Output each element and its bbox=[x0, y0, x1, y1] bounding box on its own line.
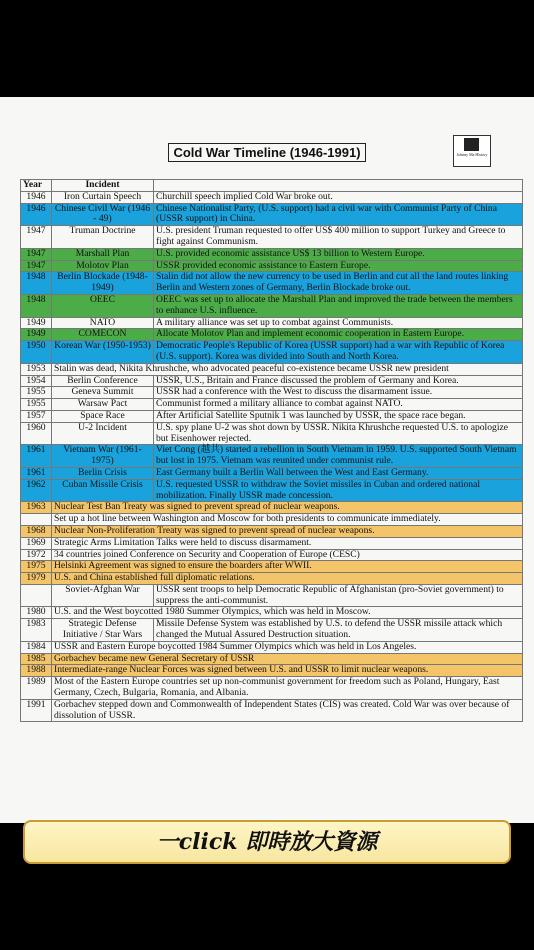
row-description: Nuclear Non-Proliferation Treaty was signed to prevent spread of nuclear weapons. bbox=[52, 525, 523, 537]
row-year: 1988 bbox=[21, 665, 52, 677]
row-description: U.S. spy plane U-2 was shot down by USSR. Nikita Khrushche requested U.S. to apologize but Eisenhower rejected. bbox=[154, 422, 523, 445]
table-row bbox=[21, 467, 523, 479]
row-incident: Cuban Missile Crisis bbox=[52, 479, 154, 502]
row-description: Gorbachev stepped down and Commonwealth of Independent States (CIS) was created. Cold War was over because of dissolution of USSR. bbox=[52, 699, 523, 722]
row-incident: Soviet-Afghan War bbox=[52, 584, 154, 607]
row-year: 1979 bbox=[21, 573, 52, 585]
row-incident: OEEC bbox=[52, 294, 154, 317]
table-row bbox=[21, 584, 523, 607]
table-row bbox=[21, 549, 523, 561]
row-incident: Berlin Conference bbox=[52, 375, 154, 387]
row-year: 1948 bbox=[21, 272, 52, 295]
top-black-bar bbox=[0, 0, 534, 97]
table-row bbox=[21, 445, 523, 468]
row-year: 1948 bbox=[21, 294, 52, 317]
logo-mark-icon bbox=[464, 138, 479, 151]
row-description: Most of the Eastern Europe countries set up non-communist government for freedom such as Poland, Hungary, East Germany, Czech, Bulgaria, Romania, and Albania. bbox=[52, 677, 523, 700]
table-row bbox=[21, 607, 523, 619]
row-incident: Warsaw Pact bbox=[52, 399, 154, 411]
row-incident: Iron Curtain Speech bbox=[52, 191, 154, 203]
row-year: 1961 bbox=[21, 467, 52, 479]
row-description: Missile Defense System was established by U.S. to defend the USSR missile attack which changed the Mutual Assured Destruction situation. bbox=[154, 619, 523, 642]
row-incident: NATO bbox=[52, 317, 154, 329]
row-description: After Artificial Satellite Sputnik 1 was launched by USSR, the space race began. bbox=[154, 410, 523, 422]
table-row bbox=[21, 561, 523, 573]
row-description: Nuclear Test Ban Treaty was signed to prevent spread of nuclear weapons. bbox=[52, 502, 523, 514]
row-description: U.S. requested USSR to withdraw the Soviet missiles in Cuban and ordered national mobilization. Finally USSR made concession. bbox=[154, 479, 523, 502]
row-year: 1946 bbox=[21, 203, 52, 226]
row-description: Stalin was dead, Nikita Khrushche, who advocated peaceful co-existence became USSR new president bbox=[52, 363, 523, 375]
row-incident: COMECON bbox=[52, 329, 154, 341]
row-description: U.S. and China established full diplomatic relations. bbox=[52, 573, 523, 585]
timeline-document bbox=[0, 97, 534, 823]
row-year: 1953 bbox=[21, 363, 52, 375]
table-row bbox=[21, 502, 523, 514]
row-incident: Chinese Civil War (1946 - 49) bbox=[52, 203, 154, 226]
row-incident: Truman Doctrine bbox=[52, 226, 154, 249]
row-description: Gorbachev became new General Secretary of USSR bbox=[52, 653, 523, 665]
row-year: 1980 bbox=[21, 607, 52, 619]
row-description: OEEC was set up to allocate the Marshall Plan and improved the trade between the members to enhance U.S. influence. bbox=[154, 294, 523, 317]
row-incident: Molotov Plan bbox=[52, 260, 154, 272]
table-row bbox=[21, 619, 523, 642]
table-row bbox=[21, 387, 523, 399]
row-year: 1947 bbox=[21, 260, 52, 272]
table-row bbox=[21, 248, 523, 260]
row-description: Democratic People's Republic of Korea (USSR support) had a war with Republic of Korea (U.S. support). Korea was divided into South and North Korea. bbox=[154, 341, 523, 364]
row-year: 1985 bbox=[21, 653, 52, 665]
row-year: 1991 bbox=[21, 699, 52, 722]
table-row bbox=[21, 699, 523, 722]
table-row bbox=[21, 525, 523, 537]
row-incident: Marshall Plan bbox=[52, 248, 154, 260]
table-row bbox=[21, 665, 523, 677]
table-row bbox=[21, 677, 523, 700]
table-row bbox=[21, 537, 523, 549]
table-row bbox=[21, 191, 523, 203]
row-year: 1989 bbox=[21, 677, 52, 700]
row-year: 1960 bbox=[21, 422, 52, 445]
table-row bbox=[21, 375, 523, 387]
table-row bbox=[21, 399, 523, 411]
row-year: 1957 bbox=[21, 410, 52, 422]
row-description: Set up a hot line between Washington and Moscow for both presidents to communicate immediately. bbox=[52, 514, 523, 526]
row-description: U.S. president Truman requested to offer US$ 400 million to support Turkey and Greece to fight against Communism. bbox=[154, 226, 523, 249]
table-row bbox=[21, 514, 523, 526]
row-incident: Vietnam War (1961-1975) bbox=[52, 445, 154, 468]
table-row bbox=[21, 272, 523, 295]
row-year: 1947 bbox=[21, 248, 52, 260]
row-year: 1968 bbox=[21, 525, 52, 537]
table-row bbox=[21, 294, 523, 317]
header-incident: Incident bbox=[52, 180, 154, 192]
row-description: USSR sent troops to help Democratic Republic of Afghanistan (pro-Soviet government) to suppress the anti-communist. bbox=[154, 584, 523, 607]
row-year bbox=[21, 514, 52, 526]
row-incident: U-2 Incident bbox=[52, 422, 154, 445]
row-year: 1947 bbox=[21, 226, 52, 249]
publisher-logo bbox=[453, 135, 491, 167]
row-year: 1984 bbox=[21, 641, 52, 653]
document-title: Cold War Timeline (1946-1991) bbox=[0, 145, 534, 160]
row-description: A military alliance was set up to combat against Communists. bbox=[154, 317, 523, 329]
enlarge-resource-label: 一click 即時放大資源 bbox=[156, 829, 378, 855]
row-incident: Korean War (1950-1953) bbox=[52, 341, 154, 364]
row-year: 1955 bbox=[21, 399, 52, 411]
row-description: USSR provided economic assistance to Eastern Europe. bbox=[154, 260, 523, 272]
row-incident: Berlin Crisis bbox=[52, 467, 154, 479]
row-year: 1983 bbox=[21, 619, 52, 642]
row-description: Strategic Arms Limitation Talks were held to discuss disarmament. bbox=[52, 537, 523, 549]
row-description: U.S. provided economic assistance US$ 13 billion to Western Europe. bbox=[154, 248, 523, 260]
table-row bbox=[21, 226, 523, 249]
table-row bbox=[21, 203, 523, 226]
row-year: 1962 bbox=[21, 479, 52, 502]
row-description: Churchill speech implied Cold War broke out. bbox=[154, 191, 523, 203]
table-row bbox=[21, 422, 523, 445]
enlarge-resource-button[interactable] bbox=[23, 820, 511, 864]
row-description: USSR and Eastern Europe boycotted 1984 Summer Olympics which was held in Los Angeles. bbox=[52, 641, 523, 653]
header-year: Year bbox=[21, 180, 52, 192]
row-year: 1972 bbox=[21, 549, 52, 561]
row-incident: Berlin Blockade (1948-1949) bbox=[52, 272, 154, 295]
row-description: Helsinki Agreement was signed to ensure the boarders after WWII. bbox=[52, 561, 523, 573]
table-row bbox=[21, 317, 523, 329]
logo-text: Johnny Ma History bbox=[456, 152, 488, 157]
row-year: 1961 bbox=[21, 445, 52, 468]
table-row bbox=[21, 329, 523, 341]
row-description: Intermediate-range Nuclear Forces was signed between U.S. and USSR to limit nuclear weapons. bbox=[52, 665, 523, 677]
table-row bbox=[21, 479, 523, 502]
row-year: 1963 bbox=[21, 502, 52, 514]
row-year: 1955 bbox=[21, 387, 52, 399]
row-description: Viet Cong (越共) started a rebellion in South Vietnam in 1959. U.S. supported South Vietnam but lost in 1975. Vietnam was reunited under communist rule. bbox=[154, 445, 523, 468]
row-year: 1946 bbox=[21, 191, 52, 203]
row-year bbox=[21, 584, 52, 607]
table-row bbox=[21, 410, 523, 422]
row-year: 1969 bbox=[21, 537, 52, 549]
row-description: Stalin did not allow the new currency to be used in Berlin and cut all the land routes linking Berlin and Western zones of Germany, Berlin Blockade broke out. bbox=[154, 272, 523, 295]
table-row bbox=[21, 260, 523, 272]
row-incident: Strategic Defense Initiative / Star Wars bbox=[52, 619, 154, 642]
table-row bbox=[21, 641, 523, 653]
row-year: 1949 bbox=[21, 317, 52, 329]
row-description: U.S. and the West boycotted 1980 Summer Olympics, which was held in Moscow. bbox=[52, 607, 523, 619]
row-description: 34 countries joined Conference on Security and Cooperation of Europe (CESC) bbox=[52, 549, 523, 561]
row-incident: Geneva Summit bbox=[52, 387, 154, 399]
row-description: USSR, U.S., Britain and France discussed the problem of Germany and Korea. bbox=[154, 375, 523, 387]
row-description: USSR had a conference with the West to discuss the disarmament issue. bbox=[154, 387, 523, 399]
table-row bbox=[21, 363, 523, 375]
row-description: Communist formed a military alliance to combat against NATO. bbox=[154, 399, 523, 411]
row-description: Chinese Nationalist Party, (U.S. support) had a civil war with Communist Party of China (USSR support) in China. bbox=[154, 203, 523, 226]
table-row bbox=[21, 573, 523, 585]
table-row bbox=[21, 653, 523, 665]
row-incident: Space Race bbox=[52, 410, 154, 422]
row-year: 1975 bbox=[21, 561, 52, 573]
table-header-row bbox=[21, 180, 523, 192]
header-description bbox=[154, 180, 523, 192]
row-year: 1949 bbox=[21, 329, 52, 341]
row-year: 1954 bbox=[21, 375, 52, 387]
timeline-table bbox=[20, 179, 523, 722]
row-year: 1950 bbox=[21, 341, 52, 364]
table-row bbox=[21, 341, 523, 364]
row-description: Allocate Molotov Plan and implement economic cooperation in Eastern Europe. bbox=[154, 329, 523, 341]
row-description: East Germany built a Berlin Wall between the West and East Germany. bbox=[154, 467, 523, 479]
